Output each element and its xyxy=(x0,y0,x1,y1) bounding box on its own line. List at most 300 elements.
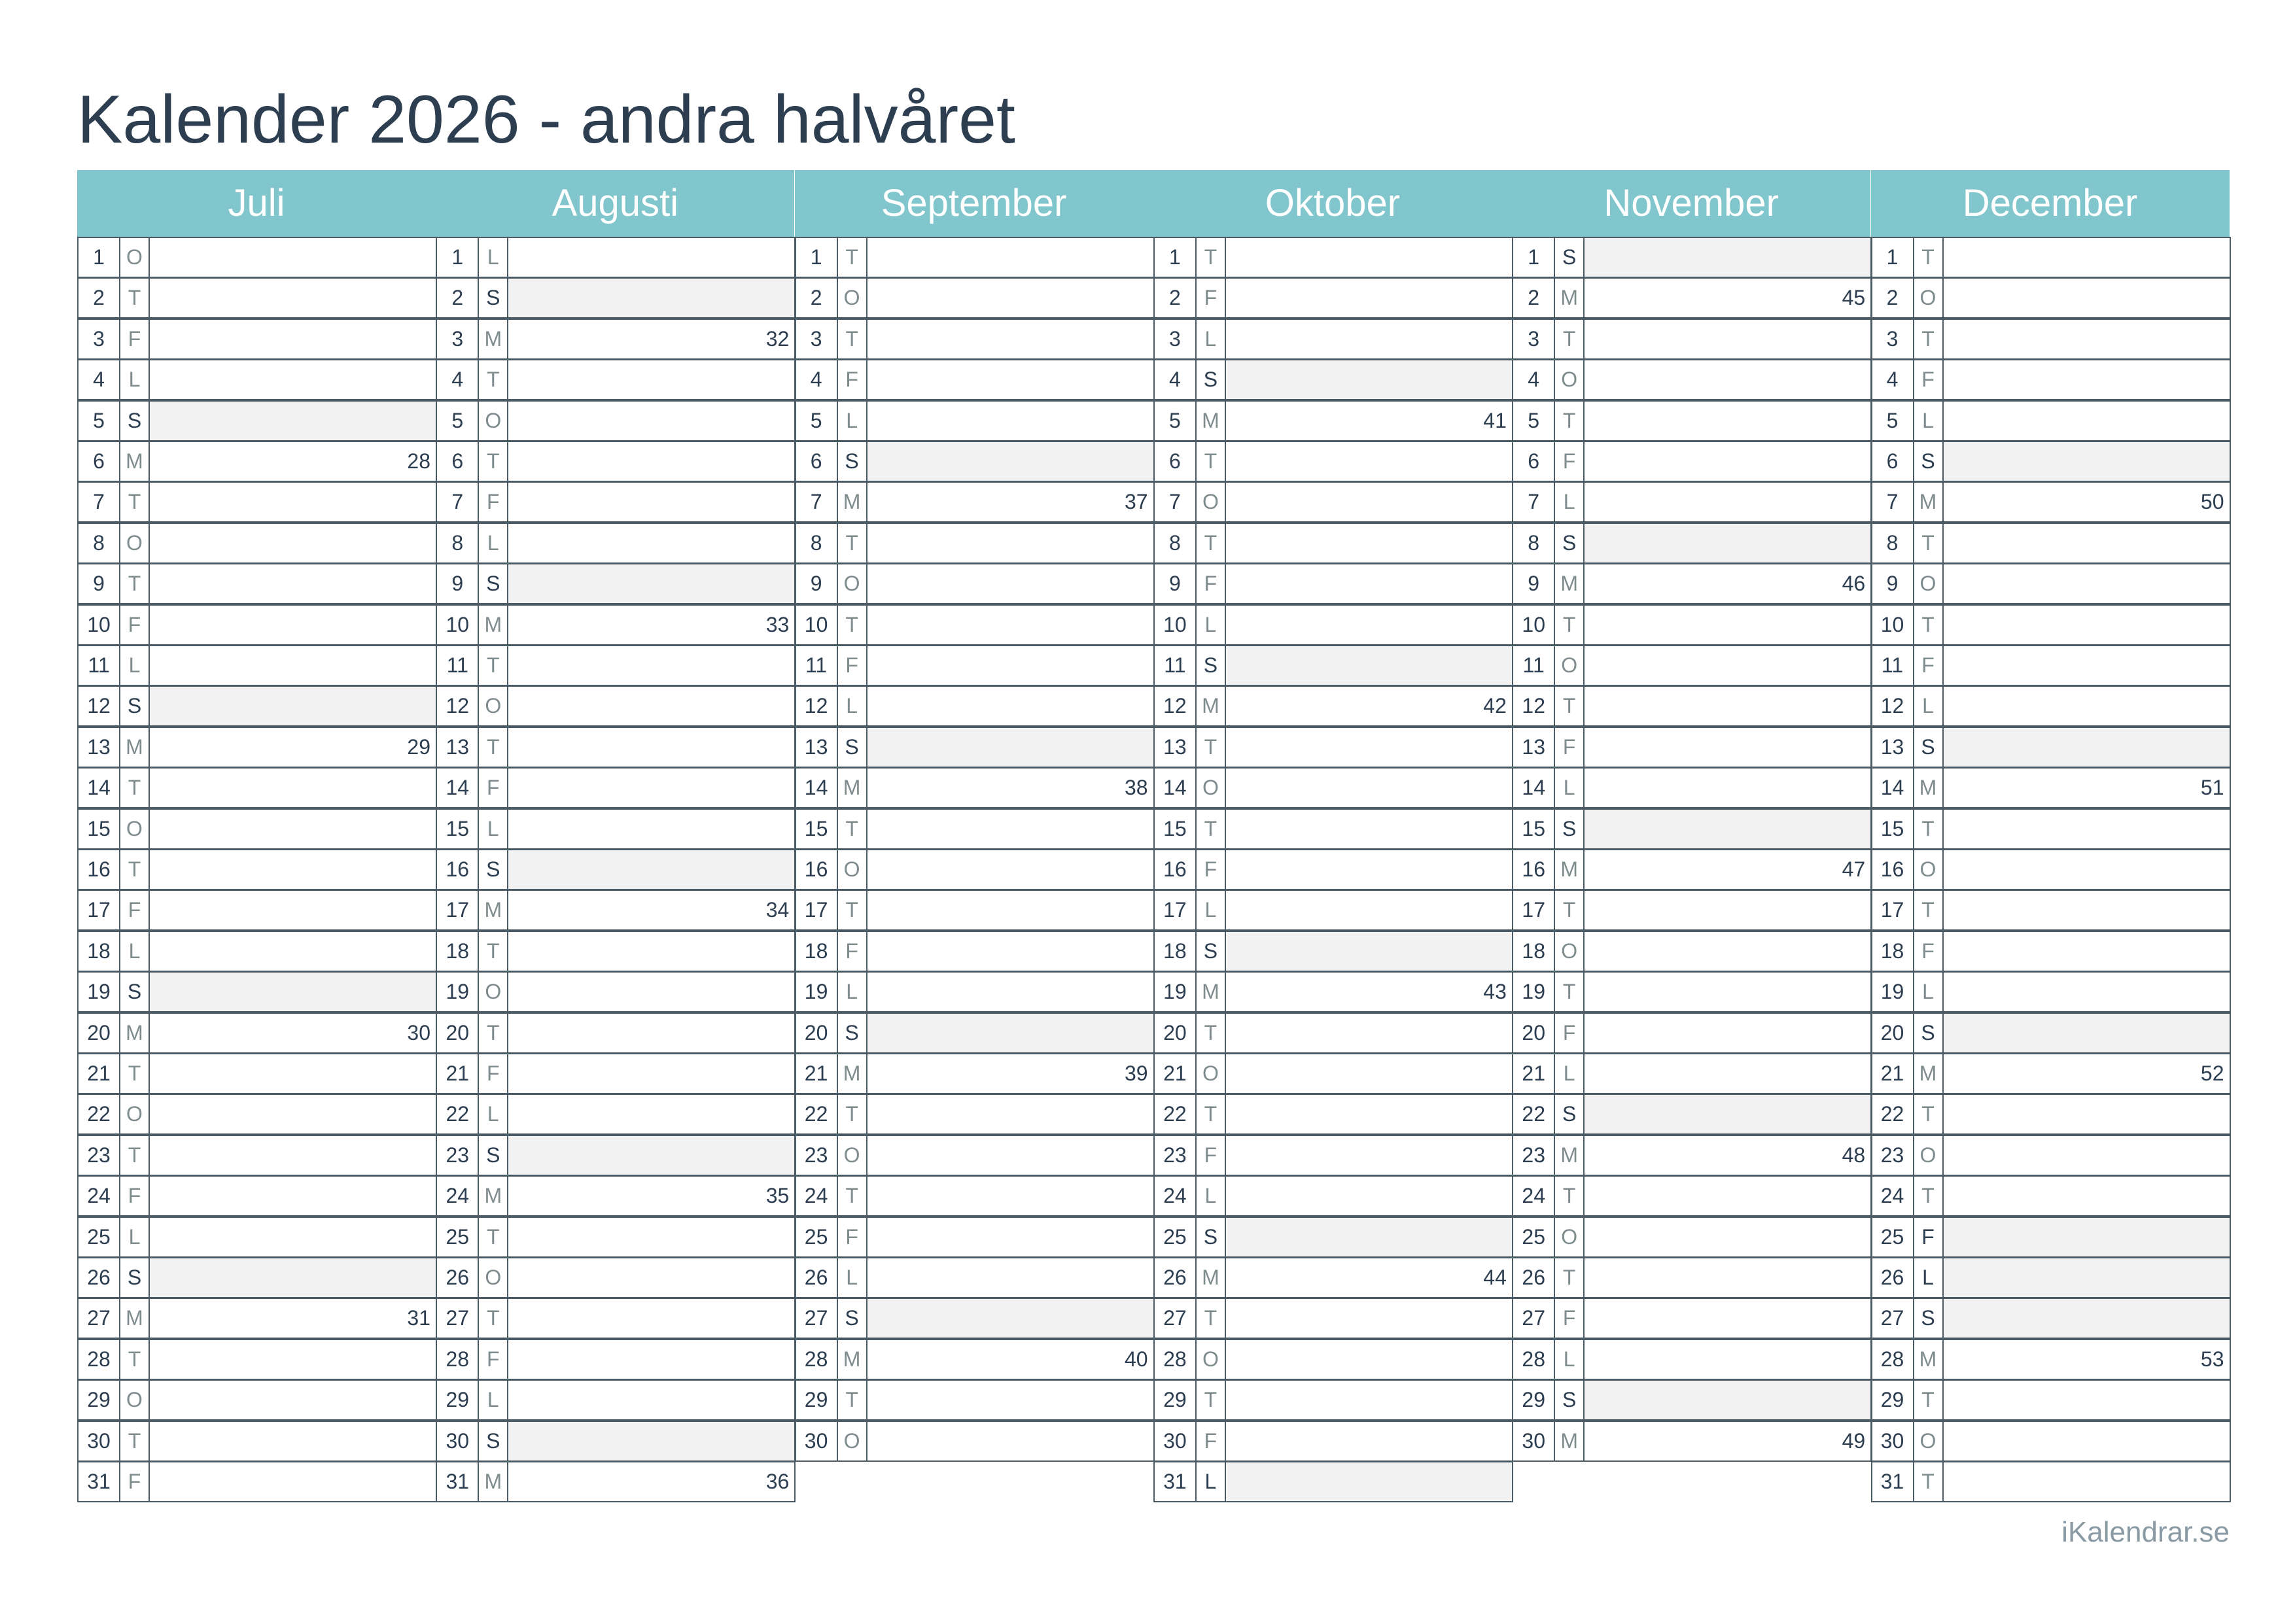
weekday-letter: L xyxy=(1197,320,1226,358)
day-number: 4 xyxy=(437,360,479,399)
day-number: 20 xyxy=(79,1014,120,1052)
day-number: 15 xyxy=(437,810,479,848)
day-row xyxy=(436,971,796,1012)
day-number: 6 xyxy=(79,442,120,481)
weekday-letter: L xyxy=(838,973,867,1011)
note-cell xyxy=(1944,769,2230,807)
note-cell xyxy=(508,238,794,277)
day-row xyxy=(795,685,1155,727)
weekday-letter: S xyxy=(120,687,150,725)
weekday-letter: F xyxy=(838,646,867,685)
note-cell xyxy=(867,891,1153,929)
day-row xyxy=(1871,849,2231,890)
note-cell xyxy=(867,442,1153,481)
note-cell xyxy=(1585,238,1870,277)
day-number: 22 xyxy=(79,1095,120,1133)
day-row xyxy=(1153,523,1513,564)
day-row xyxy=(1153,971,1513,1012)
day-row xyxy=(436,727,796,768)
weekday-letter: O xyxy=(479,687,508,725)
day-number: 28 xyxy=(79,1340,120,1379)
weekday-letter: M xyxy=(838,769,867,807)
month-header: Oktober xyxy=(1153,170,1513,237)
day-number: 21 xyxy=(79,1054,120,1093)
weekday-letter: F xyxy=(1197,1136,1226,1175)
weekday-letter: M xyxy=(838,483,867,521)
note-cell xyxy=(1944,483,2230,521)
day-number: 23 xyxy=(796,1136,838,1175)
day-row xyxy=(795,1135,1155,1176)
weekday-letter: O xyxy=(479,973,508,1011)
day-number: 7 xyxy=(437,483,479,521)
day-row xyxy=(795,1094,1155,1135)
weekday-letter: M xyxy=(1555,279,1585,317)
weekday-letter: T xyxy=(1197,238,1226,277)
day-number: 7 xyxy=(1872,483,1914,521)
day-number: 27 xyxy=(1155,1299,1197,1338)
note-cell xyxy=(1944,279,2230,317)
note-cell xyxy=(867,564,1153,603)
note-cell xyxy=(867,687,1153,725)
day-number: 24 xyxy=(1513,1177,1555,1215)
day-number: 8 xyxy=(79,524,120,562)
day-row xyxy=(1512,359,1872,400)
day-row xyxy=(1871,563,2231,604)
day-row xyxy=(77,1461,437,1502)
day-number: 1 xyxy=(1513,238,1555,277)
day-row xyxy=(1512,1175,1872,1217)
note-cell xyxy=(150,1462,436,1501)
day-number: 9 xyxy=(796,564,838,603)
weekday-letter: O xyxy=(1914,1136,1944,1175)
day-number: 29 xyxy=(1155,1381,1197,1419)
note-cell xyxy=(867,810,1153,848)
note-cell xyxy=(150,320,436,358)
day-number: 22 xyxy=(1155,1095,1197,1133)
weekday-letter: S xyxy=(838,1299,867,1338)
note-cell xyxy=(867,483,1153,521)
note-cell xyxy=(1585,973,1870,1011)
note-cell xyxy=(508,1462,794,1501)
weekday-letter: T xyxy=(1914,320,1944,358)
day-number: 12 xyxy=(796,687,838,725)
day-number: 21 xyxy=(796,1054,838,1093)
day-row xyxy=(1871,1298,2231,1339)
day-number: 23 xyxy=(1155,1136,1197,1175)
weekday-letter: T xyxy=(838,810,867,848)
weekday-letter: L xyxy=(1914,402,1944,440)
note-cell xyxy=(150,1340,436,1379)
weekday-letter: L xyxy=(1555,1054,1585,1093)
weekday-letter: M xyxy=(479,1177,508,1215)
day-row xyxy=(1871,237,2231,278)
day-number: 30 xyxy=(1155,1422,1197,1460)
week-number: 42 xyxy=(1483,694,1507,718)
weekday-letter: S xyxy=(1197,360,1226,399)
day-row xyxy=(77,849,437,890)
note-cell xyxy=(867,1422,1153,1460)
weekday-letter: O xyxy=(1914,1422,1944,1460)
note-cell xyxy=(508,973,794,1011)
note-cell xyxy=(150,279,436,317)
weekday-letter: M xyxy=(1914,1340,1944,1379)
note-cell xyxy=(1585,1177,1870,1215)
note-cell xyxy=(1226,1340,1512,1379)
day-row xyxy=(795,727,1155,768)
page-title: Kalender 2026 - andra halvåret xyxy=(77,82,1015,158)
day-number: 23 xyxy=(437,1136,479,1175)
day-number: 23 xyxy=(1872,1136,1914,1175)
day-row xyxy=(1153,319,1513,360)
day-number: 24 xyxy=(437,1177,479,1215)
day-number: 29 xyxy=(1513,1381,1555,1419)
day-row xyxy=(1512,890,1872,931)
weekday-letter: T xyxy=(1555,687,1585,725)
weekday-letter: T xyxy=(120,1340,150,1379)
note-cell xyxy=(1226,646,1512,685)
note-cell xyxy=(150,1177,436,1215)
day-row xyxy=(77,359,437,400)
note-cell xyxy=(867,1340,1153,1379)
note-cell xyxy=(1585,1299,1870,1338)
note-cell xyxy=(867,850,1153,889)
note-cell xyxy=(1944,1381,2230,1419)
weekday-letter: O xyxy=(1555,932,1585,971)
weekday-letter: F xyxy=(479,1054,508,1093)
note-cell xyxy=(150,402,436,440)
note-cell xyxy=(1944,810,2230,848)
weekday-letter: L xyxy=(1914,973,1944,1011)
day-number: 20 xyxy=(1513,1014,1555,1052)
day-number: 12 xyxy=(437,687,479,725)
day-number: 19 xyxy=(1513,973,1555,1011)
weekday-letter: T xyxy=(1555,1177,1585,1215)
day-row xyxy=(1512,400,1872,441)
weekday-letter: O xyxy=(1555,360,1585,399)
day-row xyxy=(436,1257,796,1298)
day-number: 18 xyxy=(79,932,120,971)
note-cell xyxy=(508,1381,794,1419)
day-row xyxy=(436,849,796,890)
weekday-letter: M xyxy=(479,606,508,644)
weekday-letter: O xyxy=(1914,564,1944,603)
weekday-letter: M xyxy=(1555,564,1585,603)
week-number: 40 xyxy=(1125,1347,1148,1371)
day-number: 18 xyxy=(437,932,479,971)
day-number: 5 xyxy=(1155,402,1197,440)
day-number: 3 xyxy=(437,320,479,358)
note-cell xyxy=(1944,1014,2230,1052)
note-cell xyxy=(1585,442,1870,481)
weekday-letter: T xyxy=(1914,238,1944,277)
weekday-letter: S xyxy=(1197,1218,1226,1256)
note-cell xyxy=(150,850,436,889)
day-row xyxy=(1153,890,1513,931)
weekday-letter: L xyxy=(1197,606,1226,644)
day-number: 4 xyxy=(1155,360,1197,399)
note-cell xyxy=(150,1014,436,1052)
note-cell xyxy=(508,1340,794,1379)
weekday-letter: T xyxy=(120,483,150,521)
day-row xyxy=(1512,563,1872,604)
weekday-letter: M xyxy=(1914,483,1944,521)
day-row xyxy=(1153,1461,1513,1502)
day-number: 5 xyxy=(79,402,120,440)
day-number: 22 xyxy=(1513,1095,1555,1133)
day-row xyxy=(795,1421,1155,1462)
day-row xyxy=(1153,359,1513,400)
weekday-letter: T xyxy=(1914,810,1944,848)
weekday-letter: T xyxy=(1914,1177,1944,1215)
day-number: 31 xyxy=(79,1462,120,1501)
day-number: 28 xyxy=(1155,1340,1197,1379)
note-cell xyxy=(867,973,1153,1011)
day-row xyxy=(1871,971,2231,1012)
day-row xyxy=(1871,890,2231,931)
note-cell xyxy=(867,646,1153,685)
day-row xyxy=(795,971,1155,1012)
week-number: 49 xyxy=(1842,1428,1866,1453)
day-number: 12 xyxy=(1513,687,1555,725)
weekday-letter: O xyxy=(838,564,867,603)
note-cell xyxy=(1226,238,1512,277)
day-number: 24 xyxy=(796,1177,838,1215)
day-row xyxy=(77,1257,437,1298)
weekday-letter: S xyxy=(479,1136,508,1175)
day-row xyxy=(436,319,796,360)
note-cell xyxy=(1226,687,1512,725)
day-row xyxy=(436,523,796,564)
day-row xyxy=(77,767,437,808)
weekday-letter: F xyxy=(1197,279,1226,317)
day-number: 2 xyxy=(1872,279,1914,317)
day-row xyxy=(795,359,1155,400)
weekday-letter: O xyxy=(1914,279,1944,317)
day-row xyxy=(1512,808,1872,850)
day-number: 13 xyxy=(1872,728,1914,767)
day-number: 6 xyxy=(1872,442,1914,481)
note-cell xyxy=(150,646,436,685)
note-cell xyxy=(1226,483,1512,521)
day-number: 3 xyxy=(79,320,120,358)
weekday-letter: T xyxy=(479,728,508,767)
day-row xyxy=(1153,1135,1513,1176)
weekday-letter: T xyxy=(1555,606,1585,644)
weekday-letter: L xyxy=(479,524,508,562)
day-number: 18 xyxy=(1872,932,1914,971)
weekday-letter: M xyxy=(120,442,150,481)
day-row xyxy=(1153,849,1513,890)
note-cell xyxy=(1585,1218,1870,1256)
day-row xyxy=(1153,808,1513,850)
note-cell xyxy=(508,1218,794,1256)
weekday-letter: T xyxy=(1197,1299,1226,1338)
weekday-letter: S xyxy=(479,850,508,889)
note-cell xyxy=(1585,810,1870,848)
note-cell xyxy=(1585,1258,1870,1297)
day-row xyxy=(795,400,1155,441)
note-cell xyxy=(1585,1054,1870,1093)
day-number: 21 xyxy=(1513,1054,1555,1093)
weekday-letter: T xyxy=(1555,1258,1585,1297)
note-cell xyxy=(867,1258,1153,1297)
note-cell xyxy=(1944,442,2230,481)
day-number: 26 xyxy=(796,1258,838,1297)
weekday-letter: T xyxy=(1914,524,1944,562)
month-column xyxy=(77,170,437,1510)
note-cell xyxy=(1944,1258,2230,1297)
weekday-letter: F xyxy=(1197,850,1226,889)
day-row xyxy=(795,1298,1155,1339)
weekday-letter: M xyxy=(1197,687,1226,725)
day-number: 14 xyxy=(1872,769,1914,807)
note-cell xyxy=(1585,564,1870,603)
day-row xyxy=(1871,727,2231,768)
day-number: 14 xyxy=(1513,769,1555,807)
weekday-letter: S xyxy=(838,442,867,481)
day-row xyxy=(1153,1094,1513,1135)
week-number: 30 xyxy=(407,1020,430,1045)
day-number: 1 xyxy=(796,238,838,277)
note-cell xyxy=(508,728,794,767)
note-cell xyxy=(150,360,436,399)
note-cell xyxy=(1226,1299,1512,1338)
note-cell xyxy=(150,1422,436,1460)
day-row xyxy=(1871,1339,2231,1380)
note-cell xyxy=(508,850,794,889)
month-header: November xyxy=(1512,170,1872,237)
note-cell xyxy=(1944,320,2230,358)
day-number: 25 xyxy=(1872,1218,1914,1256)
day-row xyxy=(436,441,796,482)
weekday-letter: F xyxy=(120,891,150,929)
note-cell xyxy=(150,973,436,1011)
note-cell xyxy=(1585,687,1870,725)
weekday-letter: O xyxy=(1914,850,1944,889)
week-number: 51 xyxy=(2200,776,2224,800)
weekday-letter: M xyxy=(1197,973,1226,1011)
day-row xyxy=(1871,277,2231,319)
day-number: 17 xyxy=(79,891,120,929)
day-number: 17 xyxy=(796,891,838,929)
day-row xyxy=(436,400,796,441)
week-number: 38 xyxy=(1125,776,1148,800)
day-number: 16 xyxy=(1155,850,1197,889)
day-row xyxy=(795,1379,1155,1421)
weekday-letter: T xyxy=(1914,1095,1944,1133)
weekday-letter: L xyxy=(838,687,867,725)
day-number: 13 xyxy=(437,728,479,767)
weekday-letter: L xyxy=(1197,891,1226,929)
weekday-letter: L xyxy=(1555,483,1585,521)
day-number: 10 xyxy=(796,606,838,644)
weekday-letter: S xyxy=(1197,932,1226,971)
day-number: 22 xyxy=(437,1095,479,1133)
weekday-letter: F xyxy=(1555,1014,1585,1052)
note-cell xyxy=(1226,1218,1512,1256)
day-row xyxy=(795,563,1155,604)
note-cell xyxy=(1944,687,2230,725)
weekday-letter: M xyxy=(1914,1054,1944,1093)
week-number: 28 xyxy=(407,449,430,473)
weekday-letter: O xyxy=(838,279,867,317)
day-number: 6 xyxy=(437,442,479,481)
weekday-letter: F xyxy=(1197,564,1226,603)
day-row xyxy=(77,890,437,931)
note-cell xyxy=(1226,1054,1512,1093)
day-row xyxy=(795,767,1155,808)
day-row xyxy=(77,237,437,278)
day-number: 26 xyxy=(79,1258,120,1297)
weekday-letter: F xyxy=(120,606,150,644)
day-number: 14 xyxy=(437,769,479,807)
day-number: 6 xyxy=(796,442,838,481)
day-number: 10 xyxy=(79,606,120,644)
day-number: 11 xyxy=(437,646,479,685)
note-cell xyxy=(1226,1014,1512,1052)
note-cell xyxy=(1944,1422,2230,1460)
week-number: 52 xyxy=(2200,1062,2224,1085)
day-row xyxy=(436,1175,796,1217)
day-row xyxy=(1153,604,1513,646)
weekday-letter: L xyxy=(1555,769,1585,807)
day-row xyxy=(795,523,1155,564)
note-cell xyxy=(1944,728,2230,767)
day-number: 20 xyxy=(796,1014,838,1052)
day-row xyxy=(1153,1217,1513,1258)
day-row xyxy=(436,1012,796,1054)
weekday-letter: F xyxy=(479,769,508,807)
day-number: 24 xyxy=(79,1177,120,1215)
day-number: 5 xyxy=(1513,402,1555,440)
day-number: 3 xyxy=(1872,320,1914,358)
day-row xyxy=(77,604,437,646)
note-cell xyxy=(508,606,794,644)
note-cell xyxy=(1944,238,2230,277)
note-cell xyxy=(867,1014,1153,1052)
day-row xyxy=(436,1421,796,1462)
weekday-letter: M xyxy=(479,320,508,358)
weekday-letter: F xyxy=(1914,1218,1944,1256)
day-row xyxy=(77,563,437,604)
day-row xyxy=(1871,1217,2231,1258)
day-number: 9 xyxy=(1513,564,1555,603)
day-row xyxy=(77,808,437,850)
day-number: 7 xyxy=(79,483,120,521)
weekday-letter: T xyxy=(838,1177,867,1215)
day-row xyxy=(1871,1379,2231,1421)
note-cell xyxy=(150,1218,436,1256)
day-row xyxy=(795,481,1155,523)
note-cell xyxy=(150,1381,436,1419)
weekday-letter: F xyxy=(1555,728,1585,767)
day-row xyxy=(1153,931,1513,972)
day-row xyxy=(77,277,437,319)
weekday-letter: T xyxy=(1914,606,1944,644)
day-row xyxy=(1512,1094,1872,1135)
day-number: 20 xyxy=(1872,1014,1914,1052)
weekday-letter: M xyxy=(1197,1258,1226,1297)
weekday-letter: T xyxy=(120,1054,150,1093)
note-cell xyxy=(1944,1136,2230,1175)
day-row xyxy=(795,1217,1155,1258)
note-cell xyxy=(1944,402,2230,440)
note-cell xyxy=(150,1095,436,1133)
day-number: 21 xyxy=(437,1054,479,1093)
day-number: 9 xyxy=(437,564,479,603)
day-number: 11 xyxy=(1155,646,1197,685)
weekday-letter: O xyxy=(838,850,867,889)
